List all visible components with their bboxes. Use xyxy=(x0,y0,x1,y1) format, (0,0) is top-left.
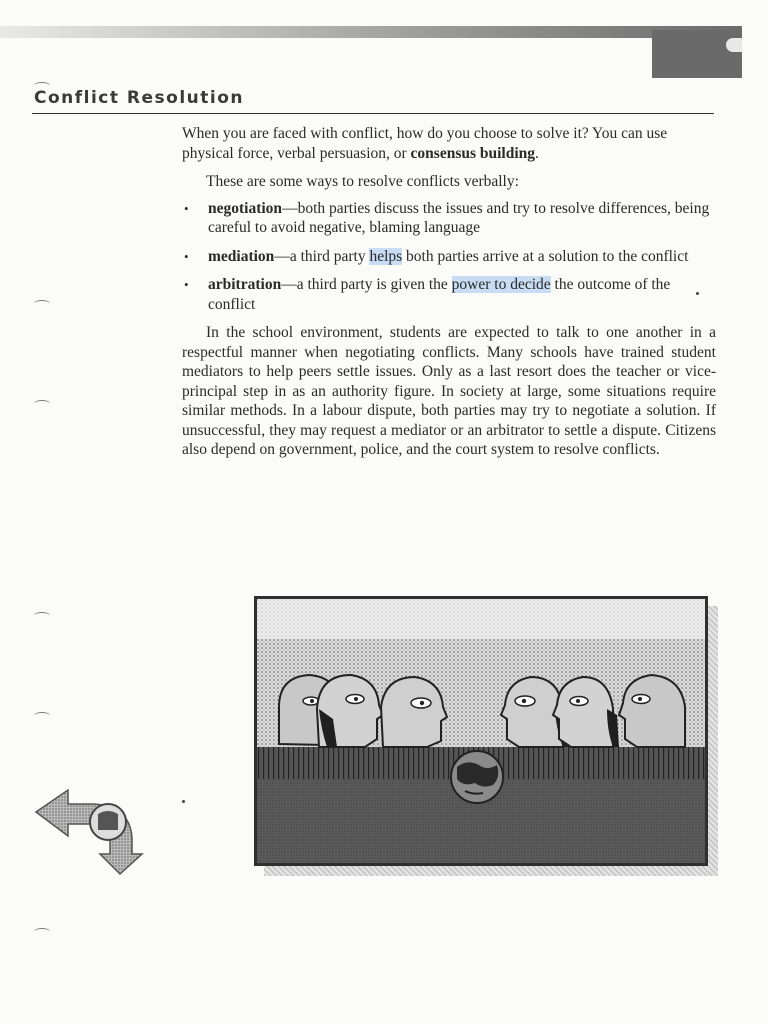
intro-paragraph xyxy=(182,124,716,163)
list-item-negotiation xyxy=(182,199,716,238)
main-content xyxy=(182,124,716,460)
right-heads xyxy=(501,675,685,747)
scan-top-band xyxy=(0,26,742,38)
highlighted-text: helps xyxy=(369,247,403,265)
illustration-artwork xyxy=(257,599,705,863)
list-item-arbitration xyxy=(182,275,716,314)
lead-in: These are some ways to resolve conflicts verbally: xyxy=(206,173,519,190)
left-heads xyxy=(279,675,447,747)
punch-hole-mark xyxy=(34,928,50,935)
method-term: arbitration xyxy=(208,276,282,293)
punch-hole-mark xyxy=(34,300,50,307)
page-corner-tab xyxy=(652,30,742,78)
methods-list xyxy=(182,199,716,315)
globe-icon xyxy=(451,751,503,803)
method-desc-rest: the outcome of the conflict xyxy=(208,276,671,313)
method-dash: — xyxy=(282,199,298,217)
body-paragraph: In the school environment, students are expected to talk to one another in a respectful manner when negotiating conflicts. Many schools have trained student mediators to help peers settle issues. Only as a last resort does the teacher or vice-principal step in as an authority figure. In society at large, some situations require similar methods. In a labour dispute, both parties may try to negotiate a solution. If unsuccessful, they may request a mediator or an arbitrator to settle a dispute. Citizens also depend on government, police, and the court system to resolve conflicts. xyxy=(182,324,716,458)
bullet-icon: • xyxy=(184,248,189,264)
scan-speck xyxy=(182,800,185,803)
scan-speck xyxy=(696,292,699,295)
intro-bold-term: consensus building xyxy=(410,144,536,162)
list-item-mediation xyxy=(182,247,716,267)
method-desc: both parties discuss the issues and try to resolve differences, being careful to avoid negative, blaming language xyxy=(208,199,710,236)
method-desc: a third party is given the xyxy=(296,276,452,293)
punch-hole-mark xyxy=(34,612,50,619)
punch-hole-mark xyxy=(34,400,50,407)
bullet-icon: • xyxy=(184,277,189,292)
intro-period: . xyxy=(535,144,539,162)
heads-in-conflict-illustration xyxy=(254,596,708,866)
section-title: Conflict Resolution xyxy=(34,88,245,108)
highlighted-text: power to decide xyxy=(451,276,551,293)
intro-text: When you are faced with conflict, how do you choose to solve it? You can use physical force, verbal persuasion, or xyxy=(182,125,668,162)
punch-hole-mark xyxy=(34,712,50,719)
method-term: negotiation xyxy=(208,199,283,217)
method-dash: — xyxy=(281,276,297,293)
back-arrow-icon[interactable] xyxy=(34,784,144,881)
method-desc: a third party xyxy=(289,247,370,265)
method-desc-rest: both parties arrive at a solution to the conflict xyxy=(402,247,689,265)
method-term: mediation xyxy=(208,247,275,265)
title-rule xyxy=(32,113,714,114)
method-dash: — xyxy=(274,247,290,265)
bullet-icon: • xyxy=(184,200,189,216)
